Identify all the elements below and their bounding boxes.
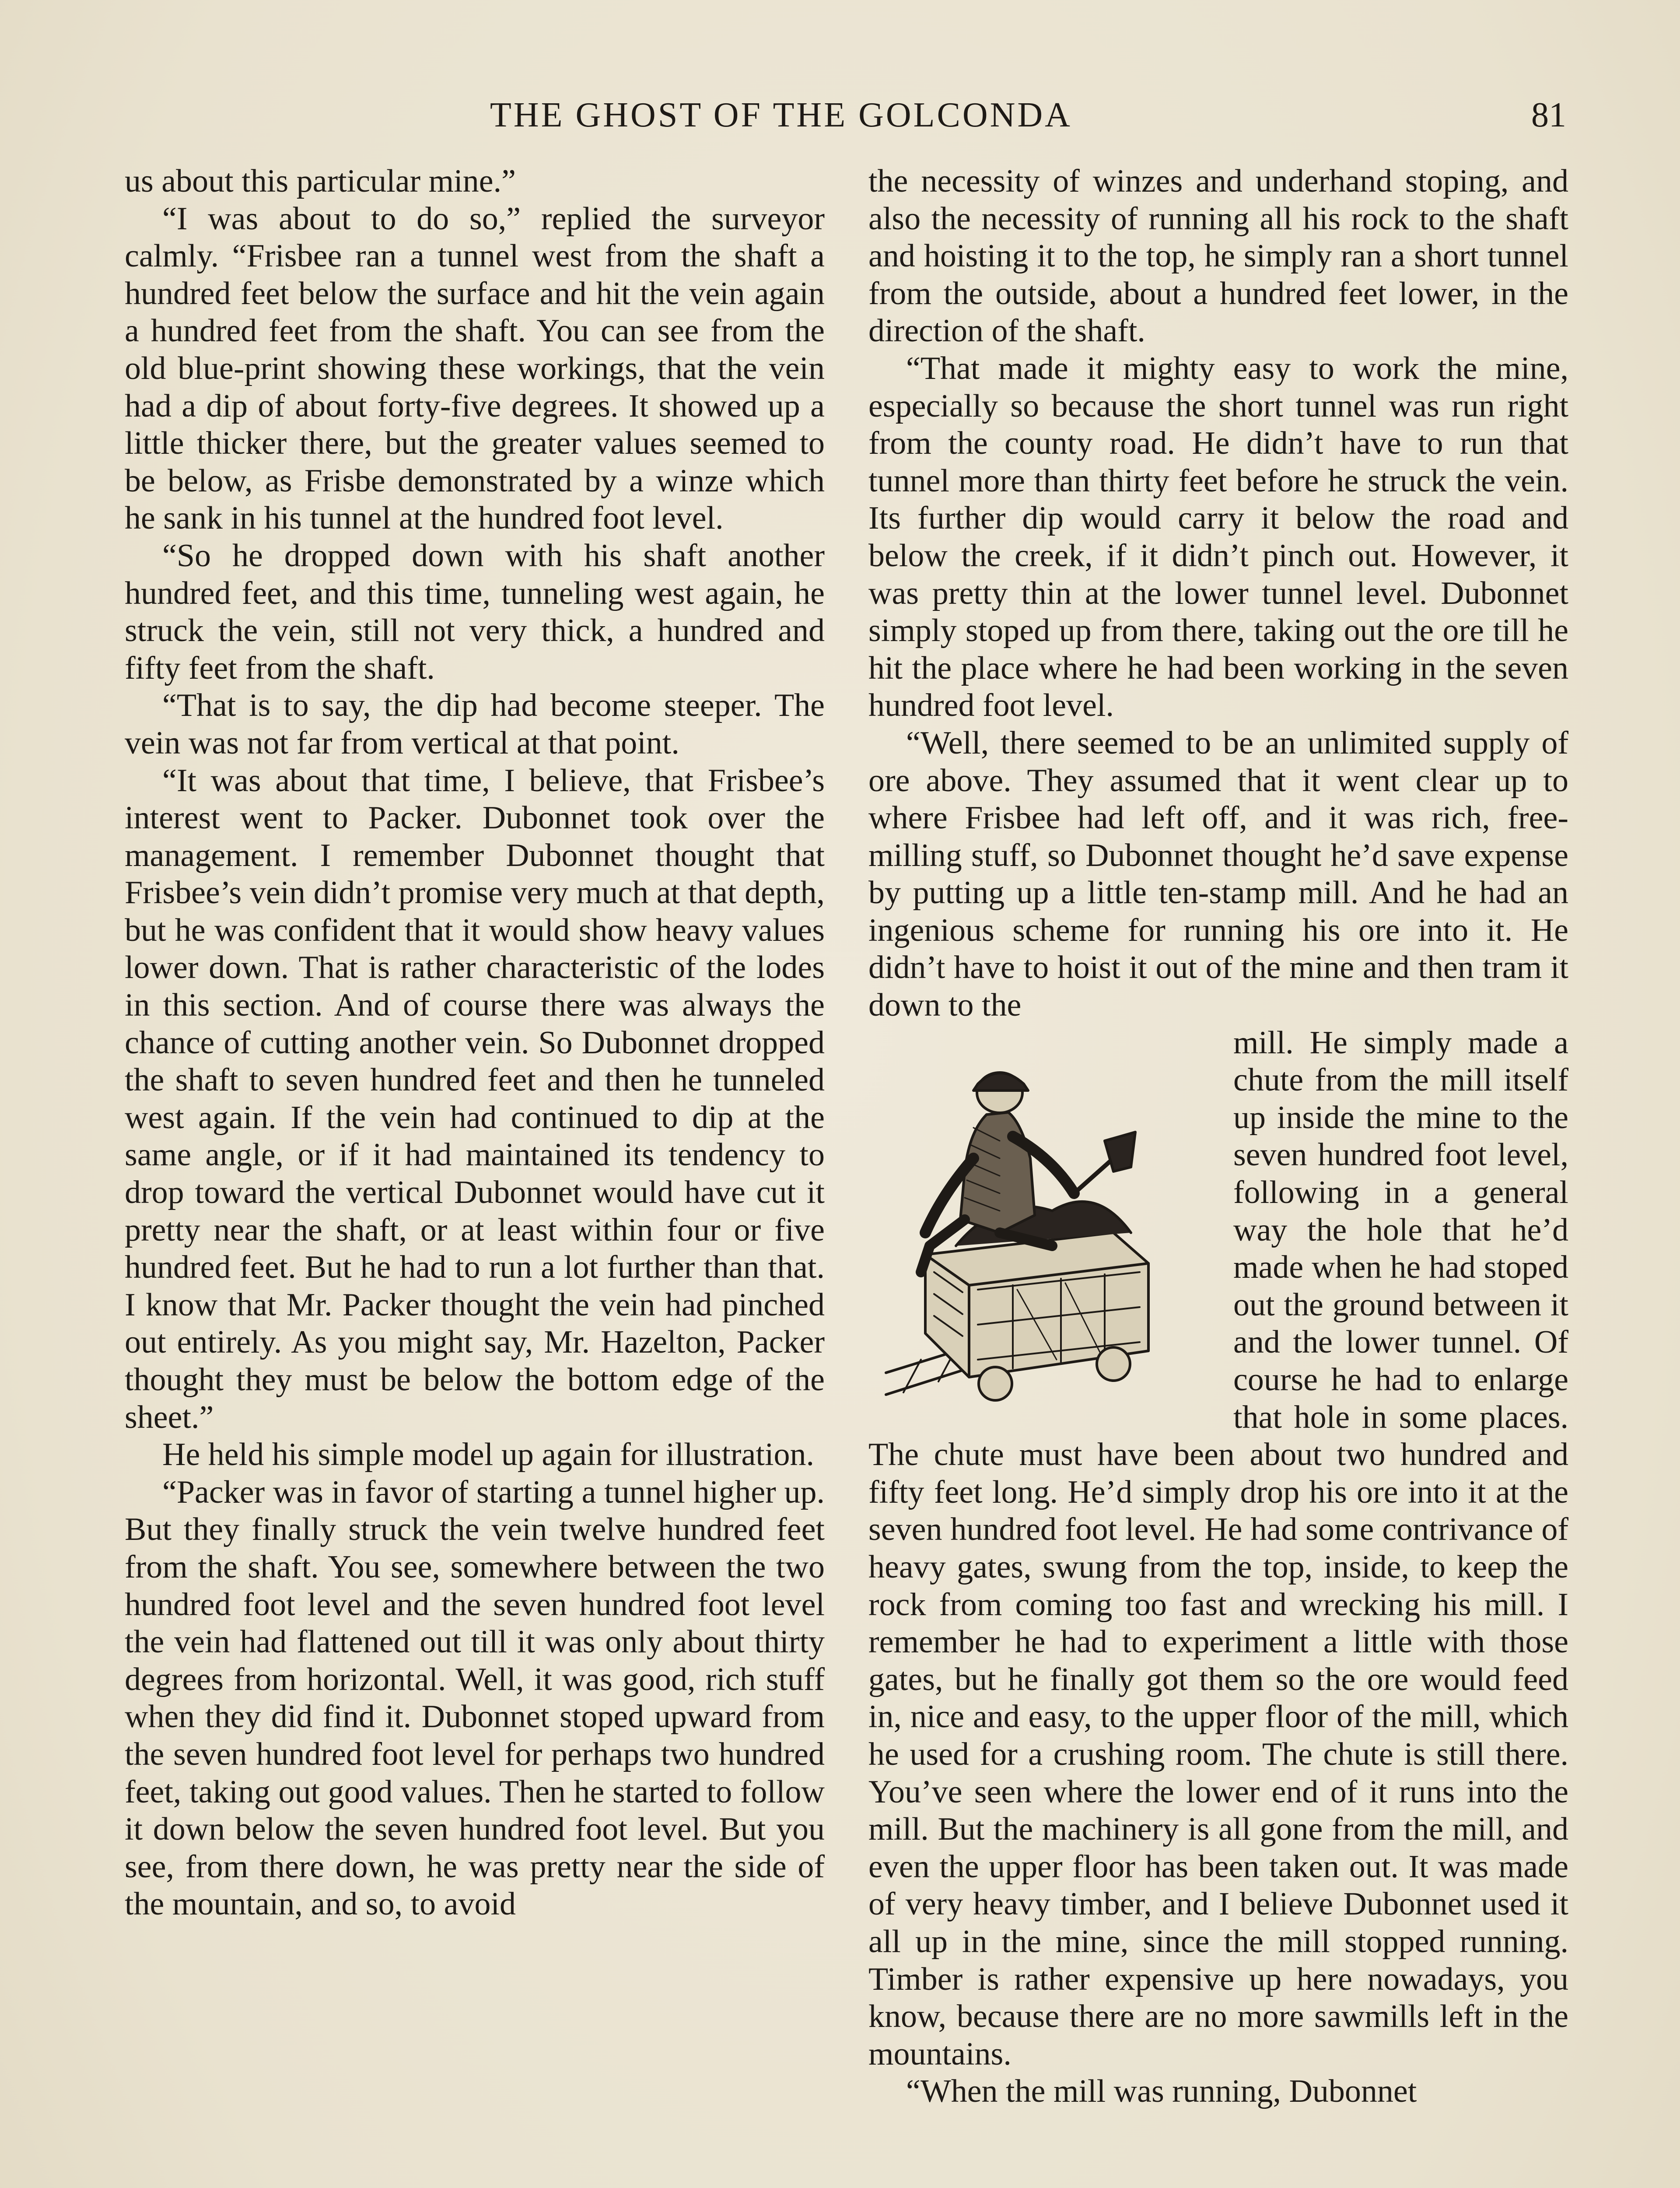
paragraph: “When the mill was running, Dubonnet (906, 2073, 1417, 2110)
page-header (122, 95, 1566, 148)
miner-on-ore-cart-illustration (868, 1027, 1223, 1408)
running-title: THE GHOST OF THE GOLCONDA (490, 96, 1072, 134)
page-number: 81 (1531, 96, 1566, 134)
paragraph: “I was about to do so,” replied the surveyor calmly. “Frisbee ran a tunnel west from the shaft a hundred feet below the surface and hit the vein again a hundred feet from the shaft. You can see from the old blue-print showing these workings, that the vein had a dip of about forty-five degrees. It showed up a little thicker there, but the greater values seemed to be below, as Frisbe demonstrated by a winze which he sank in his tunnel at the hundred foot level. (125, 200, 825, 536)
left-column (125, 163, 825, 1923)
paragraph: the necessity of winzes and underhand stoping, and also the necessity of running all his rock to the shaft and hoisting it to the top, he simply ran a short tunnel from the outside, about a hundred feet lower, in the direction of the shaft. (868, 163, 1568, 349)
paragraph: “That is to say, the dip had become steeper. The vein was not far from vertical at that point. (125, 687, 825, 761)
paragraph: us about this particular mine.” (125, 163, 516, 199)
paragraph: “So he dropped down with his shaft another hundred feet, and this time, tunneling west again, he struck the vein, still not very thick, a hundred and fifty feet from the shaft. (125, 537, 825, 686)
right-column (868, 163, 1568, 2111)
paragraph: “Packer was in favor of starting a tunnel higher up. But they finally struck the vein twelve hundred feet from the shaft. You see, somewhere between the two hundred foot level and the seven hundred foot level the vein had flattened out till it was only about thirty degrees from horizontal. Well, it was good, rich stuff when they did find it. Dubonnet stoped upward from the seven hundred foot level for perhaps two hundred feet, taking out good values. Then he started to follow it down below the seven hundred foot level. But you see, from there down, he was pretty near the side of the mountain, and so, to avoid (125, 1474, 825, 1922)
paragraph: “That made it mighty easy to work the mine, especially so because the short tunnel was run right from the county road. He didn’t have to run that tunnel more than thirty feet before he struck the vein. Its further dip would carry it below the road and below the creek, if it didn’t pinch out. However, it was pretty thin at the lower tunnel level. Dubonnet simply stoped up from there, taking out the ore till he hit the place where he had been working in the seven hundred foot level. (868, 350, 1568, 724)
paragraph: He held his simple model up again for illustration. (162, 1437, 815, 1473)
paragraph: “Well, there seemed to be an unlimited supply of ore above. They assumed that it went clear up to where Frisbee had left off, and it was rich, free-milling stuff, so Dubonnet thought he’d save expense by putting up a little ten-stamp mill. And he had an ingenious scheme for running his ore into it. He didn’t have to hoist it out of the mine and then tram it down to the (868, 725, 1568, 1024)
paragraph: mill. He simply made a chute from the mill itself up inside the mine to the seven hundred foot level, following in a general way the hole that he’d made when he had stoped out the ground between it and the lower tunnel. Of course he had to enlarge that hole in some places. The chute must have been about two hundred and fifty feet long. He’d simply drop his ore into it at the seven hundred foot level. He had some contrivance of heavy gates, swung from the top, inside, to keep the rock from coming too fast and wrecking his mill. I remember he had to experiment a little with those gates, but he finally got them so the ore would feed in, nice and easy, to the upper floor of the mill, which he used for a crushing room. The chute is still there. You’ve seen where the lower end of it runs into the mill. But the machinery is all gone from the mill, and even the upper floor has been taken out. It was made of very heavy timber, and I believe Dubonnet used it all up in the mine, since the mill stopped running. Timber is rather expensive up here nowadays, you know, because there are no more sawmills left in the mountains. (868, 1024, 1568, 2072)
paragraph: “It was about that time, I believe, that Frisbee’s interest went to Packer. Dubonnet took over the management. I remember Dubonnet thought that Frisbee’s vein didn’t promise very much at that depth, but he was confident that it would show heavy values lower down. That is rather characteristic of the lodes in this section. And of course there was always the chance of cutting another vein. So Dubonnet dropped the shaft to seven hundred feet and then he tunneled west again. If the vein had continued to dip at the same angle, or if it had maintained its tendency to drop toward the vertical Dubonnet would have cut it pretty near the shaft, or at least within four or five hundred feet. But he had to run a lot further than that. I know that Mr. Packer thought the vein had pinched out entirely. As you might say, Mr. Hazelton, Packer thought they must be below the bottom edge of the sheet.” (125, 762, 825, 1435)
